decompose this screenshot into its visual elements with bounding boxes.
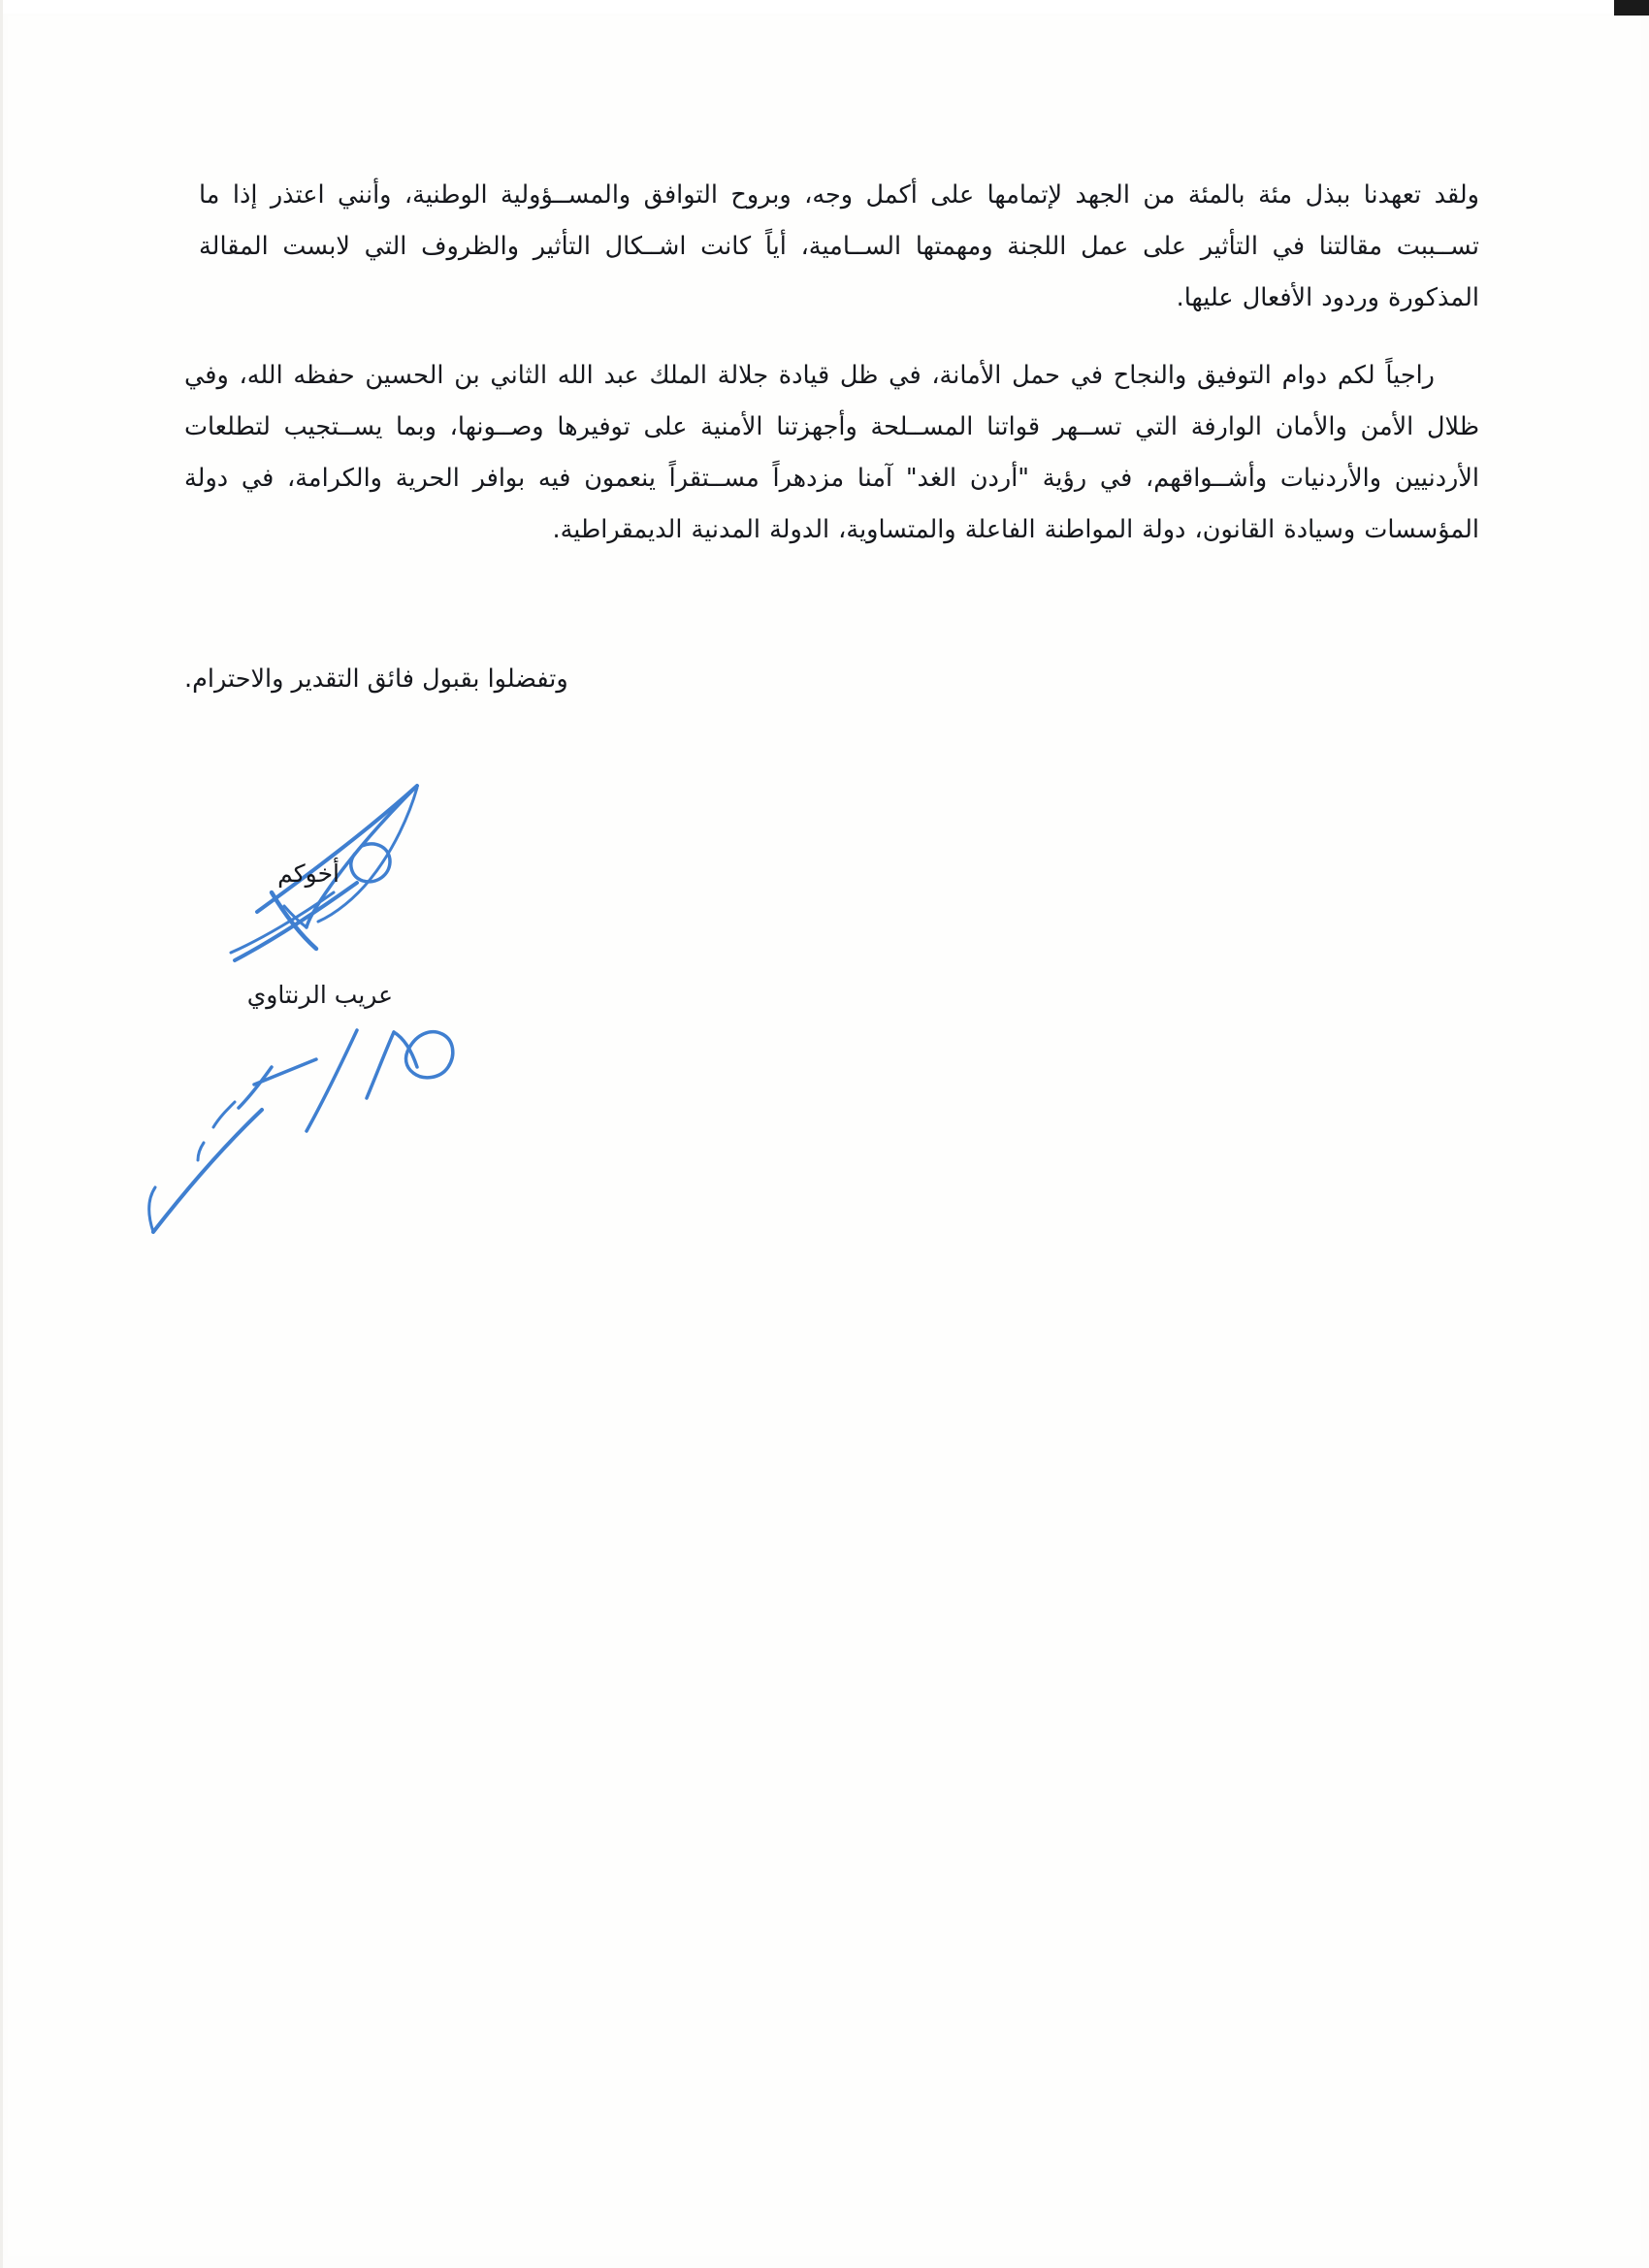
scan-top-edge — [0, 0, 1649, 14]
scan-corner-artifact — [1614, 0, 1649, 16]
paragraph-2: راجياً لكم دوام التوفيق والنجاح في حمل الأمانة، في ظل قيادة جلالة الملك عبد الله الثاني بن الحسين حفظه الله، وفي ظلال الأمن والأمان الوارفة التي تســهر قواتنا المســلحة وأجهزتنا الأمنية على توفيرها وصــونها، وبما يســتجيب لتطلعات الأردنيين والأردنيات وأشــواقهم، في رؤية "أردن الغد" آمنا مزدهراً مســتقراً ينعمون فيه بوافر الحرية والكرامة، في دولة المؤسسات وسيادة القانون، دولة المواطنة الفاعلة والمتساوية، الدولة المدنية الديمقراطية. — [184, 361, 1479, 544]
signature-block — [126, 776, 630, 1280]
scan-left-edge — [0, 0, 3, 2268]
signature-salutation: أخوكم — [277, 859, 340, 888]
paragraph-1: ولقد تعهدنا ببذل مئة بالمئة من الجهد لإتمامها على أكمل وجه، وبروح التوافق والمســؤولية الوطنية، وأنني اعتذر إذا ما تســببت مقالتنا في التأثير على عمل اللجنة ومهمتها الســامية، أياً كانت اشــكال التأثير والظروف التي لابست المقالة المذكورة وردود الأفعال عليها. — [199, 180, 1479, 312]
letter-body — [184, 170, 1479, 694]
closing-line: وتفضلوا بقبول فائق التقدير والاحترام. — [184, 664, 568, 694]
handwritten-signature-icon — [126, 776, 630, 1280]
signature-name: عريب الرنتاوي — [246, 981, 393, 1009]
